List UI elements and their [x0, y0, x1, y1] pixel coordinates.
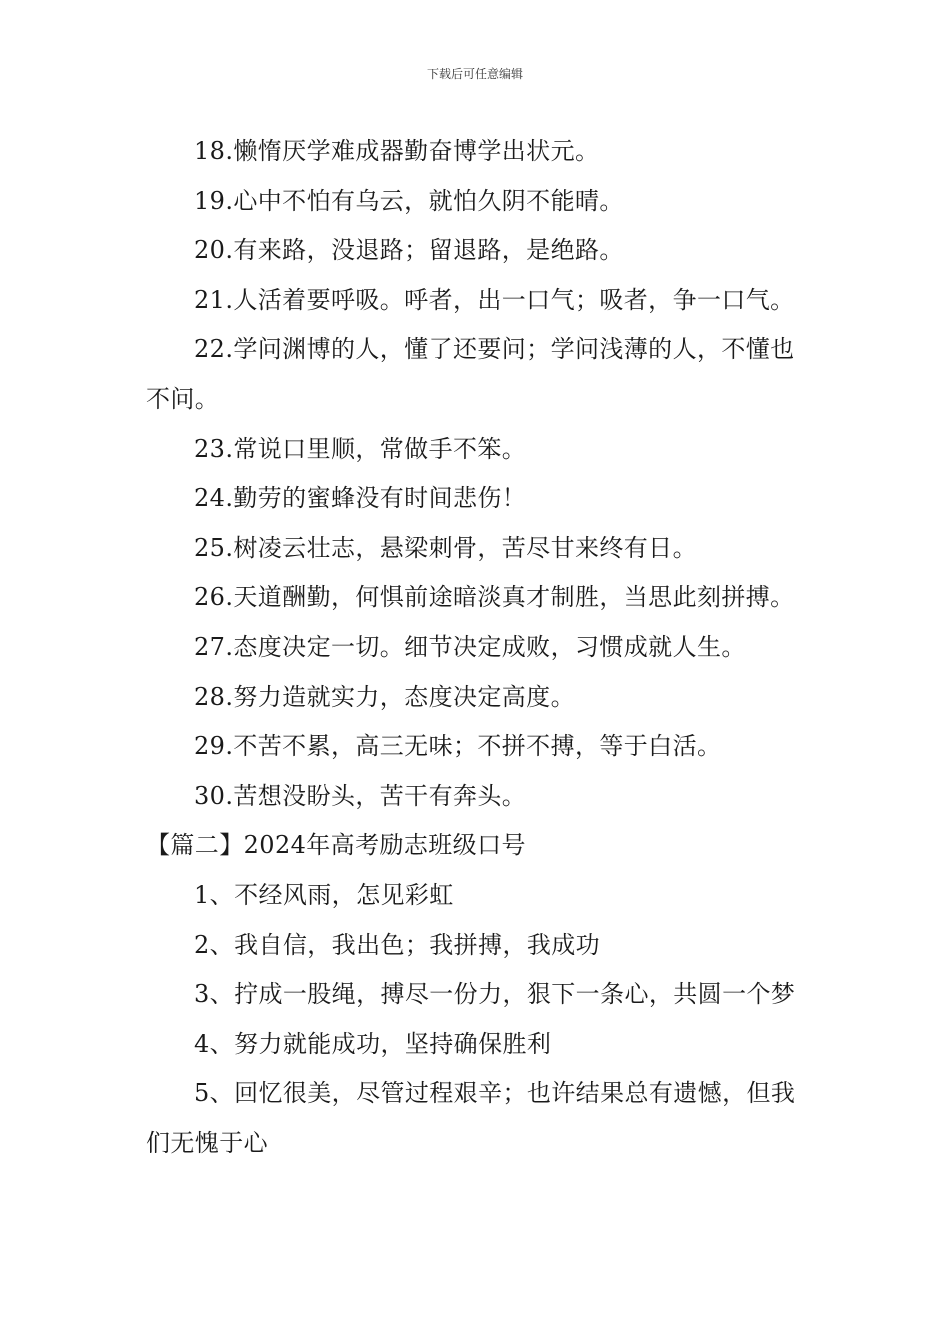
list-item: 21.人活着要呼吸。呼者，出一口气；吸者，争一口气。: [194, 285, 795, 314]
list-item: 29.不苦不累，高三无味；不拼不搏，等于白活。: [194, 732, 722, 761]
list-item: 27.态度决定一切。细节决定成败，习惯成就人生。: [194, 632, 746, 661]
page-header: 下载后可任意编辑: [426, 67, 523, 81]
list-item: 25.树凌云壮志，悬梁刺骨，苦尽甘来终有日。: [194, 533, 697, 562]
list-item: 5、回忆很美，尽管过程艰辛；也许结果总有遗憾，但我们无愧于心: [146, 1079, 796, 1157]
list-item: 24.勤劳的蜜蜂没有时间悲伤！: [194, 484, 527, 513]
list-item: 3、拧成一股绳，搏尽一份力，狠下一条心，共圆一个梦: [194, 980, 796, 1009]
list-item: 4、努力就能成功，坚持确保胜利: [194, 1029, 552, 1058]
list-item: 2、我自信，我出色；我拼搏，我成功: [194, 930, 601, 959]
list-item: 23.常说口里顺，常做手不笨。: [194, 434, 527, 463]
section-heading: 【篇二】2024年高考励志班级口号: [146, 831, 526, 860]
list-item: 20.有来路，没退路；留退路，是绝路。: [194, 236, 624, 265]
list-item: 30.苦想没盼头，苦干有奔头。: [194, 781, 527, 810]
list-item: 18.懒惰厌学难成器勤奋博学出状元。: [194, 137, 600, 165]
list-item: 26.天道酬勤，何惧前途暗淡真才制胜，当思此刻拼搏。: [194, 583, 795, 612]
list-item: 19.心中不怕有乌云，就怕久阴不能晴。: [194, 186, 624, 215]
list-item: 28.努力造就实力，态度决定高度。: [194, 682, 575, 711]
document-body: [146, 127, 812, 1168]
list-item: 22.学问渊博的人，懂了还要问；学问浅薄的人，不懂也不问。: [146, 335, 795, 413]
list-item: 1、不经风雨，怎见彩虹: [194, 880, 454, 909]
